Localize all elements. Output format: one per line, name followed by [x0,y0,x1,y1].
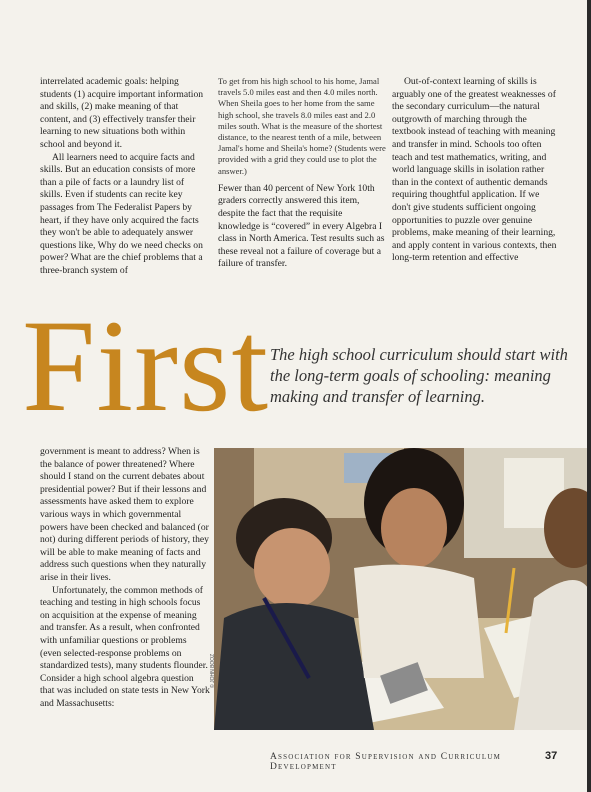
photo-credit: © JOHN BOOZ [210,653,216,688]
column-2-paragraph-1: Fewer than 40 percent of New York 10th graders correctly answered this item, despite the fact that the requisite knowledge is “covered” in every Algebra I class in North America. Test results such as these reveal not a failure of coverage but a failure of transfer. [218,182,385,270]
classroom-photo-illustration [214,448,588,730]
column-1-paragraph-2: All learners need to acquire facts and skills. But an education consists of more than a pile of facts or a laundry list of skills. Even if students can recite key passages from The Federalist Papers by heart, if they have only acquired the facts they won't be able to adequately answer questions like, Why do we need checks on power? What are the chief problems that a three-branch system of [40,151,203,276]
bottom-column [40,446,210,710]
page-number: 37 [545,750,558,762]
column-2 [218,76,386,271]
scan-edge [587,0,591,792]
footer-organization: Association for Supervision and Curriculum Development [270,752,502,772]
test-question-sidebar: To get from his high school to his home, Jamal travels 5.0 miles east and then 4.0 miles north. When Sheila goes to her home from the same high school, she travels 8.0 miles east and 2.0 miles south. What is the measure of the shortest distance, to the nearest tenth of a mile, between Jamal's home and Sheila's home? (Students were provided with a grid they could use to plot the answer.) [218,76,386,176]
classroom-photo [214,448,588,730]
pull-quote: The high school curriculum should start with the long-term goals of schooling: meaning making and transfer of learning. [270,345,568,406]
column-1 [40,76,208,278]
bottom-paragraph-2: Unfortunately, the common methods of teaching and testing in high schools focus on acquisition at the expense of meaning and transfer. As a result, when confronted with unfamiliar questions or problems (even selected-response problems on standardized tests), many students flounder. Consider a high school algebra question that was included on state tests in New York and Massachusetts: [40,584,210,709]
section-heading-first: First [22,292,270,439]
column-1-paragraph-1: interrelated academic goals: helping students (1) acquire important information and skills, (2) make meaning of that content, and (3) effectively transfer their learning to new situations both within school and beyond it. [40,76,204,150]
column-3-paragraph-1: Out-of-context learning of skills is arguably one of the greatest weaknesses of the secondary curriculum—the natural outgrowth of marching through the textbook instead of teaching with meaning and transfer in mind. Schools too often teach and test mathematics, writing, and world language skills in isolation rather than in the context of authentic demands requiring thoughtful application. If we don't give students sufficient ongoing opportunities to puzzle over genuine problems, make meaning of their learning, and apply content in various contexts, then long-term retention and effective [392,76,557,264]
bottom-paragraph-1: government is meant to address? When is the balance of power threatened? Where should I stand on the current debates about presidential power? But if their lessons and assessments have asked them to explore various ways in which governmental powers have been checked and balanced (or not) during different periods of history, they will be able to make meaning of facts and address such questions when they naturally arise in their lives. [40,446,209,583]
column-3 [392,76,557,265]
